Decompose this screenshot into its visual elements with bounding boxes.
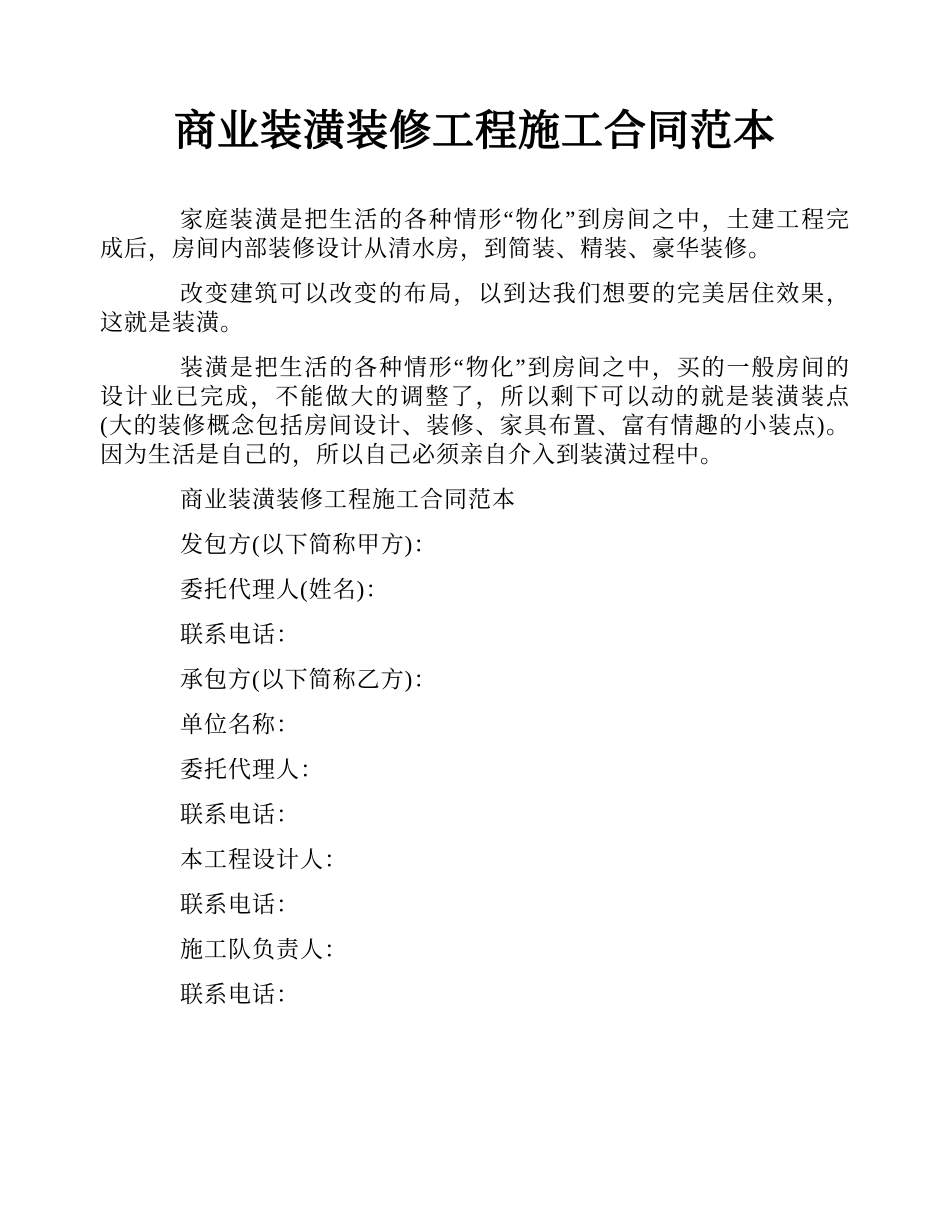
field-designer: 本工程设计人：: [180, 847, 348, 872]
field-party-b: 承包方(以下简称乙方)：: [180, 667, 438, 692]
field-crew-leader: 施工队负责人：: [180, 937, 348, 962]
field-party-a: 发包方(以下简称甲方)：: [180, 532, 438, 557]
field-phone-1: 联系电话：: [180, 622, 300, 647]
body-paragraph: 家庭装潢是把生活的各种情形“物化”到房间之中，土建工程完成后，房间内部装修设计从清水房，到简装、精装、豪华装修。: [100, 207, 850, 261]
field-company-name: 单位名称：: [180, 712, 300, 737]
field-phone-2: 联系电话：: [180, 802, 300, 827]
field-phone-4: 联系电话：: [180, 982, 300, 1007]
body-paragraph: 改变建筑可以改变的布局，以到达我们想要的完美居住效果，这就是装潢。: [100, 281, 850, 335]
body-paragraph: 装潢是把生活的各种情形“物化”到房间之中，买的一般房间的设计业已完成，不能做大的调整了，所以剩下可以动的就是装潢装点(大的装修概念包括房间设计、装修、家具布置、富有情趣的小装点)。因为生活是自己的，所以自己必须亲自介入到装潢过程中。: [100, 355, 850, 467]
field-agent-2: 委托代理人：: [180, 757, 324, 782]
document-title: 商业装潢装修工程施工合同范本: [173, 107, 776, 154]
field-agent-name: 委托代理人(姓名)：: [180, 577, 390, 602]
field-phone-3: 联系电话：: [180, 892, 300, 917]
subtitle-line: 商业装潢装修工程施工合同范本: [180, 487, 516, 512]
